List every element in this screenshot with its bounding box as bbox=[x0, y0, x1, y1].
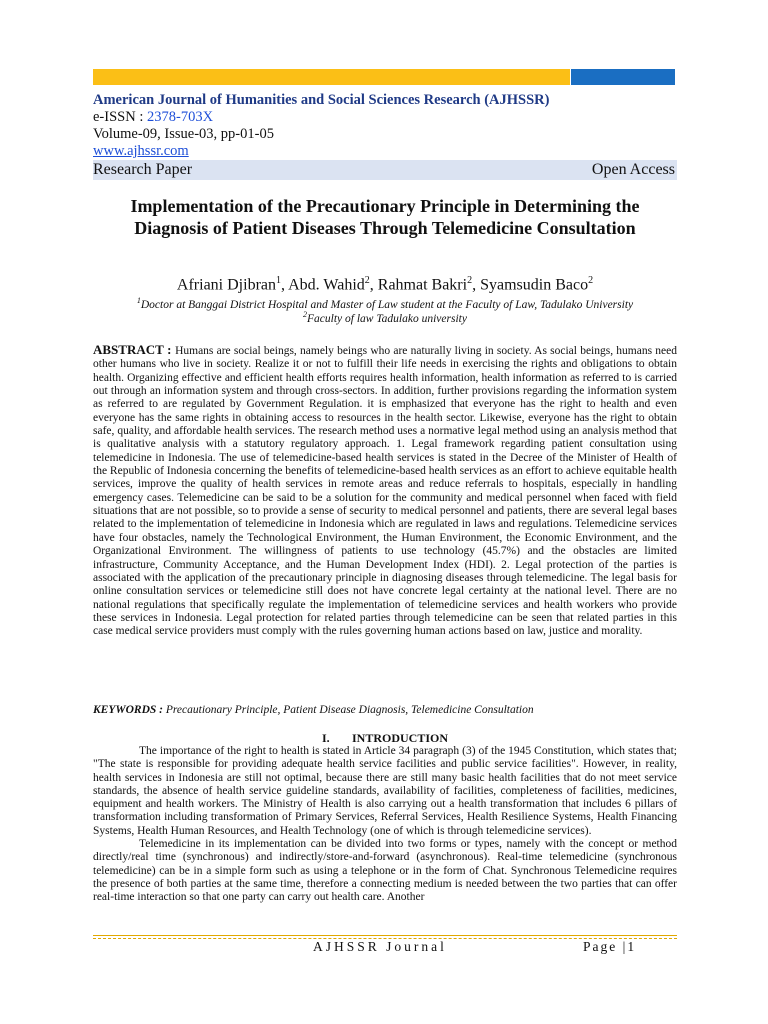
author-affil-mark: 2 bbox=[364, 275, 370, 286]
introduction-body bbox=[93, 745, 677, 905]
keywords-text: Precautionary Principle, Patient Disease Diagnosis, Telemedicine Consultation bbox=[165, 704, 534, 716]
paper-title: Implementation of the Precautionary Principle in Determining the Diagnosis of Patient Diseases Through Telemedicine Consultation bbox=[130, 196, 640, 238]
author-name: Rahmat Bakri bbox=[377, 276, 468, 294]
volume-line: Volume-09, Issue-03, pp-01-05 bbox=[93, 126, 274, 142]
issn-line bbox=[93, 109, 677, 126]
website-link[interactable]: www.ajhssr.com bbox=[93, 143, 189, 159]
abstract bbox=[93, 343, 677, 639]
paper-type: Research Paper bbox=[93, 161, 193, 178]
issn-value: 2378-703X bbox=[146, 109, 214, 125]
abstract-label: ABSTRACT : bbox=[93, 342, 176, 357]
author-list: Afriani Djibran$^1$, Abd. Wahid$^2$, Rahmat Bakri$^2$, Syamsudin Baco$^2$ bbox=[176, 275, 594, 294]
body-paragraph: The importance of the right to health is stated in Article 34 paragraph (3) of the 1945 Constitution, which states that; "The state is responsible for providing adequate health service facilities and public service facilities". However, in reality, health services in Indonesia are still not optimal, because there are still many basic health facilities that do not meet service standards, the absence of health service guideline standards, availability of facilities, completeness of facilities, medicines, equipment and health workers. The Ministry of Health is also carrying out a health transformation that includes 6 pillars of transformation including transformation of Primary Services, Referral Services, Health Resilience Systems, Health Financing Systems, Health Human Resources, and Health Technology (one of which is through telemedicine services). bbox=[93, 745, 677, 837]
affiliation-text: Doctor at Banggai District Hospital and Master of Law student at the Faculty of Law, Tadulako University bbox=[140, 298, 634, 311]
affiliation-mark: 2 bbox=[303, 310, 308, 319]
access-type: Open Access bbox=[591, 161, 675, 178]
top-color-bar bbox=[93, 69, 675, 85]
top-bar-gold-segment bbox=[93, 69, 570, 85]
affiliation-text: Faculty of law Tadulako university bbox=[307, 312, 467, 325]
section-number: I. bbox=[321, 731, 330, 745]
author-affil-mark: 2 bbox=[588, 275, 594, 286]
top-bar-blue-segment bbox=[571, 69, 675, 85]
body-paragraph: Telemedicine in its implementation can be divided into two forms or types, namely with the concept or method directly/real time (synchronous) and indirectly/store-and-forward (asynchronous). Real-time telemedicine (synchronous telemedicine) can be in a simple form such as using a telephone or in the form of Chat. Synchronous Telemedicine requires the presence of both parties at the same time, therefore a connecting medium is needed between the two parties that can offer real-time interaction so that one party can carry out health care. Another bbox=[93, 838, 677, 904]
keywords-label: KEYWORDS : bbox=[93, 704, 166, 716]
footer-journal: AJHSSR Journal bbox=[313, 939, 447, 954]
masthead bbox=[93, 92, 677, 160]
section-title: INTRODUCTION bbox=[351, 731, 448, 745]
section-heading bbox=[93, 731, 677, 745]
issn-label: e-ISSN : bbox=[93, 109, 147, 125]
footer-page-number: Page |1 bbox=[583, 939, 637, 954]
author-affil-mark: 2 bbox=[467, 275, 473, 286]
affiliation-mark: 1 bbox=[136, 296, 141, 305]
author-name: Abd. Wahid bbox=[288, 276, 365, 294]
author-name: Afriani Djibran bbox=[176, 276, 276, 294]
author-affil-mark: 1 bbox=[276, 275, 281, 286]
journal-name: American Journal of Humanities and Social Sciences Research (AJHSSR) bbox=[93, 92, 550, 108]
keywords bbox=[93, 703, 677, 717]
affiliation-2 bbox=[93, 308, 677, 326]
author-name: Syamsudin Baco bbox=[480, 276, 589, 294]
abstract-text: Humans are social beings, namely beings who are naturally living in society. As social beings, humans need other humans who live in society. Realize it or not to fulfill their life needs in exercising the rights and obligations to obtain health. Organizing effective and efficient health efforts requires health information, health information as referred to is carried out through an information system and through cross-sectors. In addition, further provisions regarding the information system as referred to are regulated by Government Regulation. it is emphasized that everyone has the right to health and even everyone has the same rights in obtaining access to resources in the health sector. Likewise, everyone has the right to obtain safe, quality, and affordable health services. The research method uses a normative legal method using an analysis method that is qualitative analysis with a statutory regulatory approach. 1. Legal framework regarding patient consultation using telemedicine in Indonesia. The use of telemedicine-based health services is stated in the Decree of the Minister of Health of the Republic of Indonesia concerning the benefits of telemedicine-based health services as an effort to achieve equitable health services, improve the quality of health services in remote areas and reduce referrals to hospitals, especially in handling emergency cases. Telemedicine can be said to be a solution for the community and medical personnel when faced with field situations that are not possible, so to provide a sense of security to medical personnel and patients, there are several legal bases related to the implementation of telemedicine in Indonesia which are regulated in laws and regulations. Telemedicine services have four obstacles, namely the Technological Environment, the Human Environment, the Economic Environment, and the Organizational Environment. The willingness of patients to use technology (45.7%) and the obstacles are limited infrastructure, Community Acceptance, and the Human Development Index (HDI). 2. Legal protection of the parties is associated with the application of the precautionary principle in diagnosing diseases through telemedicine. The legal basis for online consultation services or telemedicine still does not have concrete legal certainty at the national level. There are no national regulations that specifically regulate the implementation of telemedicine services and health workers who provide these services in Indonesia. Legal protection for related parties through telemedicine can be seen that related parties in this case medical service providers must comply with the rules governing human actions based on law, justice and morality. bbox=[93, 345, 677, 638]
paper-type-bar bbox=[93, 160, 677, 180]
